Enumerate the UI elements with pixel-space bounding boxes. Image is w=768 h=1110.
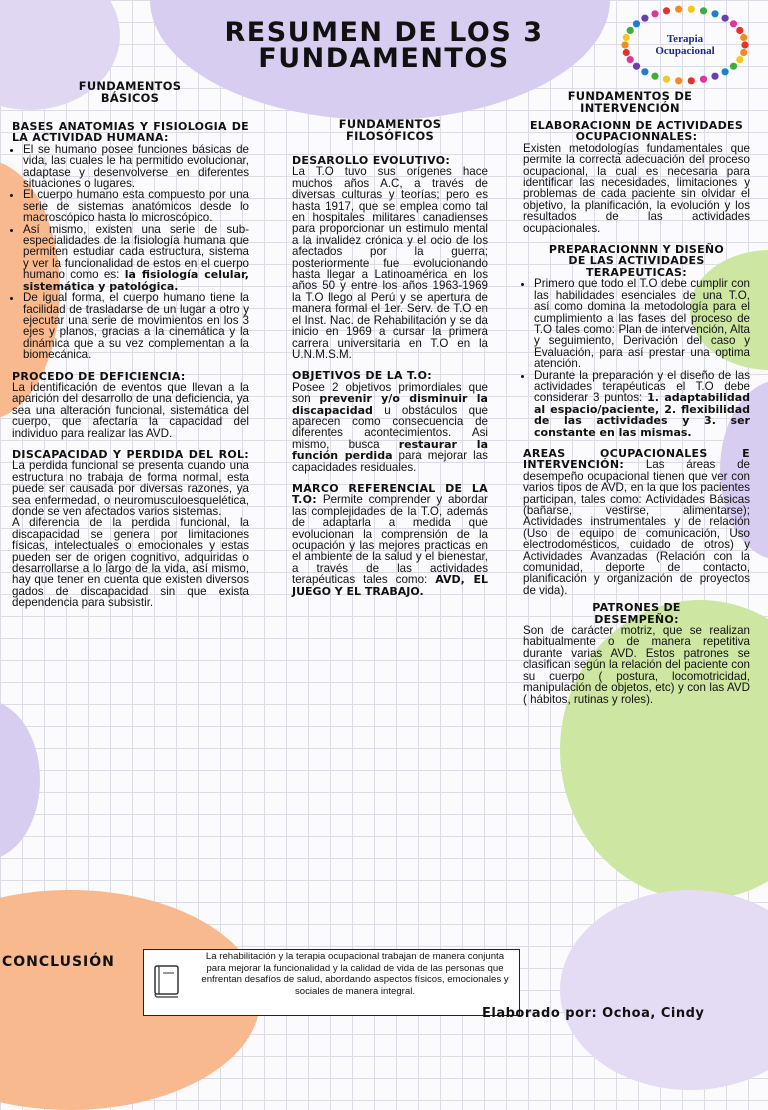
section-text: La perdida funcional se presenta cuando una estructura no trabaja de forma normal, esta puede ser causada por diversas razones, ya sea enfermedad, o neuromusculoesquelética, donde se ven afectados varios sistemas.: [12, 459, 249, 518]
logo-person-dot: [741, 41, 748, 48]
logo-person-dot: [651, 10, 658, 17]
list-item-emphasis: la fisiología celular, sistemática y patológica.: [23, 268, 249, 293]
conclusion-label: CONCLUSIÓN: [2, 954, 115, 970]
section-title: MARCO REFERENCIAL DE LA T.O:: [292, 481, 488, 507]
list-item: [534, 370, 750, 438]
logo-person-dot: [722, 68, 729, 75]
logo-person-dot: [663, 7, 670, 14]
section-paragraph: [292, 483, 488, 597]
logo-person-dot: [740, 49, 747, 56]
author-credit: Elaborado por: Ochoa, Cindy: [482, 1006, 705, 1021]
logo-person-dot: [711, 10, 718, 17]
logo-line2: Ocupacional: [655, 45, 715, 57]
section-title: DESAROLLO EVOLUTIVO:: [292, 154, 451, 167]
section-paragraph: [292, 382, 488, 473]
logo-person-dot: [623, 34, 630, 41]
section-title: BASES ANATOMIAS Y FISIOLOGIA DE LA ACTIVIDAD HUMANA:: [12, 120, 249, 145]
logo-person-dot: [711, 73, 718, 80]
heading-line: FUNDAMENTOS DE: [567, 89, 693, 103]
logo-person-dot: [736, 27, 743, 34]
column-intervencion: [523, 120, 750, 705]
section-title: AREAS OCUPACIONALES E INTERVENCIÓN:: [523, 446, 750, 472]
list-item: [23, 224, 249, 292]
heading-fundamentos-intervencion: [530, 90, 730, 114]
logo-person-dot: [663, 76, 670, 83]
column-basicos: [12, 121, 249, 609]
logo-person-dot: [740, 34, 747, 41]
heading-fundamentos-basicos: [40, 80, 220, 104]
list-item: • El cuerpo humano esta compuesto por una serie de sistemas anatómicos desde lo macroscópico hasta lo microscópico.: [23, 189, 249, 223]
people-circle-icon: [617, 4, 753, 86]
logo-person-dot: [736, 56, 743, 63]
logo-line1: Terapia: [666, 33, 704, 45]
logo-person-dot: [730, 63, 737, 70]
section-emphasis: AVD, EL JUEGO Y EL TRABAJO.: [292, 573, 488, 598]
heading-fundamentos-filosoficos: [300, 118, 480, 142]
logo-person-dot: [641, 15, 648, 22]
list-item: • Primero que todo el T.O debe cumplir con las habilidades esenciales de una T.O, así como domina la metodología para el cumplimiento a las fases del proceso de T.O tales como: Plan de intervención, Alta y seguimiento, Derivación del caso y Evaluación, para así prestar una optima atención.: [534, 278, 750, 369]
logo-person-dot: [621, 41, 628, 48]
section-text: u obstáculos que aparecen como consecuencia de diferentes acontecimientos. Asi mismo, busca: [292, 403, 488, 451]
section-text: La identificación de eventos que llevan a la aparición del desarrollo de una deficiencia, ya sea una alteración funcional, sistemática del cuerpo, que afectaría la capacidad del individuo para realizar las AVD.: [12, 380, 249, 440]
logo-person-dot: [633, 63, 640, 70]
section-text: A diferencia de la perdida funcional, la discapacidad se genera por limitaciones físicas, intelectuales o emocionales y estas pueden ser de origen cognitivo, adquiridas o desarrollarse a lo largo de la vida, así mismo, hay que tener en cuenta que existen diversos gados de discapacidad sin que exista dependencia para subsistir.: [12, 516, 249, 610]
logo-person-dot: [700, 76, 707, 83]
section-text: Permite comprender y abordar las complejidades de la T.O, además de adaptarla a medida que evolucionan la comprensión de la ocupación y las mejores practicas en el ambiente de la salud y el bienestar, a través de las actividades terapéuticas tales como:: [292, 493, 488, 587]
conclusion-text: La rehabilitación y la terapia ocupacional trabajan de manera conjunta para mejorar la funcionalidad y la calidad de vida de las personas que enfrentan desafíos de salud, abordando aspectos físicos, emocionales y sociales de manera integral.: [201, 951, 509, 997]
section-text: para mejorar las capacidades residuales.: [292, 449, 488, 474]
page-title: [120, 17, 648, 74]
page-title-line1: RESUMEN DE LOS 3: [224, 17, 544, 48]
lavender-blob-bottom-right: [560, 890, 768, 1090]
section-emphasis: prevenir y/o disminuir la discapacidad: [292, 392, 488, 417]
logo-person-dot: [627, 27, 634, 34]
lavender-blob-left-mid: [0, 700, 40, 860]
heading-line: FUNDAMENTOS: [338, 117, 442, 131]
heading-line: INTERVENCIÓN: [580, 101, 680, 115]
list-item: • El se humano posee funciones básicas de vida, las cuales le ha permitido evolucionar, adaptase y desenvolverse en diferentes situaciones o lugares.: [23, 144, 249, 190]
section-title: DISCAPACIDAD Y PERDIDA DEL ROL:: [12, 447, 249, 461]
section-title: PREPARACIONNN Y DISEÑO DE LAS ACTIVIDADES TERAPEUTICAS:: [548, 243, 725, 279]
heading-line: FUNDAMENTOS: [78, 79, 182, 93]
section-text: Existen metodologías fundamentales que permite la correcta adecuación del proceso ocupacional, la cual es necesaria para identificar las necesidades, limitaciones y problemas de cada paciente sin olvidar el objetivo, la planificación, la evolución y los resultados de las actividades ocupacionales.: [523, 141, 750, 235]
logo-person-dot: [700, 7, 707, 14]
book-icon: [152, 963, 182, 999]
list-item-text: Durante la preparación y el diseño de las actividades terapéuticas el T.O debe considerar 3 puntos:: [534, 368, 750, 405]
section-emphasis: restaurar la función perdida: [292, 437, 488, 463]
logo-person-dot: [675, 6, 682, 13]
column-filosoficos: [292, 155, 488, 597]
section-paragraph: [12, 449, 249, 517]
list-item: • De igual forma, el cuerpo humano tiene la facilidad de trasladarse de un lugar a otro y ejecutar una serie de movimientos en los 3 ejes y planos, gracias a la cinemática y la dinámica que a su vez complementan a la biomecánica.: [23, 292, 249, 360]
terapia-ocupacional-logo: [617, 4, 753, 86]
list-item-text: Así mismo, existen una serie de sub-especialidades de la fisiología humana que permiten estudiar cada estructura, sistema y ver la funcionalidad de estos en el cuerpo humano como es:: [23, 222, 249, 282]
logo-person-dot: [722, 15, 729, 22]
logo-person-dot: [623, 49, 630, 56]
section-title: PATRONES DE DESEMPEÑO:: [592, 601, 681, 626]
bullet-list: [12, 144, 249, 361]
logo-person-dot: [730, 20, 737, 27]
conclusion-box: [143, 949, 520, 1016]
logo-person-dot: [688, 77, 695, 84]
section-text: Son de carácter motriz, que se realizan habitualmente o de manera repetitiva durante varias AVD. Estos patrones se clasifican según la relación del paciente con su cuerpo ( postura, locomotricidad, manipulación de objetos, etc) y con las AVD ( hábitos, rutinas y roles).: [523, 624, 750, 706]
section-paragraph: [523, 448, 750, 596]
section-title: ELABORACIONN DE ACTIVIDADES OCUPACIONNALES:: [529, 119, 744, 144]
section-text: Las áreas de desempeño ocupacional tienen que ver con varios tipos de AVD, en la que los pacientes participan, tales como: Actividades Básicas (bañarse, vestirse, alimentarse); Actividades instrumentales y de relación (Uso de equipo de comunicación, Uso electrodomésticos, cuidado de otros) y Actividades Avanzadas (Relación con la comunidad, deporte de contacto, planificación y organización de proyectos de vida).: [523, 458, 750, 597]
section-title: PROCEDO DE DEFICIENCIA:: [12, 369, 186, 383]
bullet-list: [523, 278, 750, 438]
section-title: OBJETIVOS DE LA T.O:: [292, 369, 432, 383]
page-title-line2: FUNDAMENTOS: [258, 43, 510, 74]
logo-person-dot: [633, 20, 640, 27]
list-item-emphasis: 1. adaptabilidad al espacio/paciente, 2. flexibilidad de las actividades y 3. ser constante en las mismas.: [534, 391, 750, 439]
section-text: Posee 2 objetivos primordiales que son: [292, 380, 488, 406]
section-text: La T.O tuvo sus orígenes hace muchos años A.C, a través de diversas culturas y teorías; pero es hasta 1917, que se emplea como tal en hospitales militares canadienses para proporcionar un estimulo mental a la invalidez crónica y el ocio de los afectados por la guerra; posteriormente fue evolucionando hasta llegar a Latinoamérica en los años 50 y entre los años 1963-1969 la T.O llego al Perú y se apertura de manera formal el 1er. Serv. de T.O en el Inst. Nac. de Rehabilitación y se da inicio en 1969 a cursar la primera carrera universitaria en T.O en la U.N.M.S.M.: [292, 165, 488, 361]
heading-line: BÁSICOS: [100, 91, 160, 105]
logo-person-dot: [641, 68, 648, 75]
heading-line: FILOSÓFICOS: [345, 129, 434, 143]
logo-person-dot: [651, 73, 658, 80]
logo-person-dot: [675, 77, 682, 84]
logo-person-dot: [627, 56, 634, 63]
logo-person-dot: [688, 6, 695, 13]
